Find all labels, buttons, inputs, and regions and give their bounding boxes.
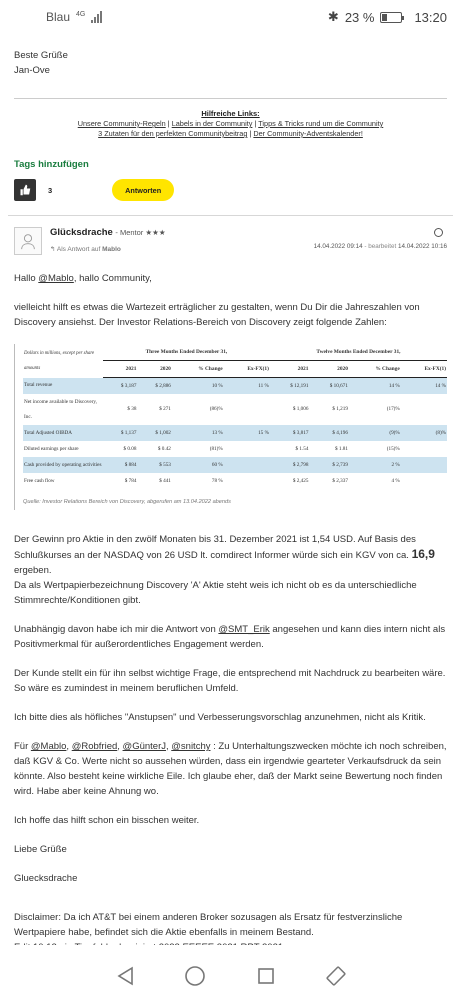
table-cell: 10 % [172, 378, 224, 395]
table-cell: $ 2,739 [309, 457, 349, 473]
for-text: Für [14, 741, 31, 752]
table-cell: 60 % [172, 457, 224, 473]
thumbs-up-icon [19, 184, 31, 196]
table-cell: 4 % [391, 477, 400, 484]
previous-post [8, 34, 453, 145]
table-cell: $ 2,798 [270, 457, 310, 473]
table-cell: $ 1,002 [137, 425, 171, 441]
table-row [23, 457, 447, 473]
table-cell: $ 1.54 [295, 445, 309, 452]
prev-greeting: Beste Grüße [14, 50, 68, 61]
in-reply-author[interactable]: Mablo [102, 246, 121, 253]
table-caption: Quelle: Investor Relations Bereich von Discovery, abgerufen am 13.04.2022 abends [23, 499, 231, 505]
bluetooth-icon: ✱ [327, 9, 339, 24]
in-reply-to [50, 245, 166, 253]
mention-mablo-2[interactable]: @Mablo [30, 741, 67, 752]
prev-tags-add[interactable]: Tags hinzufügen [14, 159, 89, 170]
table-cell [224, 457, 270, 473]
table-row-label: Total Adjusted OIBDA [23, 425, 103, 441]
status-bar [0, 0, 461, 34]
network-type: 4G [76, 10, 86, 18]
table-cell [224, 473, 270, 489]
eps-text-end: ergeben. [14, 565, 52, 576]
table-col-header: Ex-FX(1) [224, 361, 270, 378]
table-cell: $ 3,817 [270, 425, 310, 441]
table-cell: $ 4,196 [309, 425, 349, 441]
greeting-text: Hallo [14, 273, 39, 284]
table-row-label: Diluted earnings per share [24, 445, 79, 452]
table-cell: $ 784 [124, 477, 137, 484]
mention-guenterj[interactable]: @GünterJ [122, 741, 166, 752]
table-cell: $ 884 [103, 457, 137, 473]
independent-text-end: angesehen und kann dies intern nicht als Positivmerkmal für außerordentliches Engagement werden. [14, 624, 446, 650]
table-cell: (9)% [349, 425, 401, 441]
link-labels[interactable]: Labels in der Community [171, 119, 253, 128]
table-row [23, 394, 447, 425]
table-cell: $ 10,671 [309, 378, 349, 395]
table-cell: $ 1.81 [334, 445, 348, 452]
author-name[interactable]: Glücksdrache [50, 227, 113, 238]
edited-date: 14.04.2022 10:16 [397, 243, 447, 250]
table-cell: $ 2,337 [332, 477, 348, 484]
table-row [23, 473, 447, 489]
table-col-header: 2021 [103, 361, 137, 378]
post-header [8, 216, 453, 255]
mention-robfried[interactable]: @Robfried [71, 741, 118, 752]
link-tips-tricks[interactable]: Tipps & Tricks rund um die Community [258, 119, 384, 128]
android-nav-bar [0, 945, 461, 1007]
table-col-header: % Change [349, 361, 401, 378]
entertainment-text: : Zu Unterhaltungszwecken möchte ich noch schreiben, daß KGV & Co. Werte nicht so aussehen würden, dass ein irgendwie gearteter Verkaufsdruck da sein könnte. Also besteht keine wirkliche Eile. Ich glaube eher, daß der Markt seine Bewertung noch finden wird. Habe aber keine Ahnung wo. [14, 741, 447, 797]
hope-paragraph: Ich hoffe das hilft schon ein bisschen weiter. [14, 815, 200, 826]
table-group-three-months: Three Months Ended December 31, [103, 344, 270, 361]
helpful-links-title: Hilfreiche Links: [201, 109, 260, 118]
table-cell [401, 457, 447, 473]
reply-arrow-icon: ↰ [50, 246, 56, 253]
table-cell: $ 1,219 [332, 406, 348, 412]
prev-post-actions [8, 179, 453, 201]
customer-paragraph: Der Kunde stellt ein für ihn selbst wichtige Frage, die entsprechend mit Nachdruck zu bearbeiten wäre. So wäre es zumindest in meinem beruflichen Umfeld. [14, 668, 446, 694]
table-cell: $ 1,137 [103, 425, 137, 441]
mention-sep: , [66, 741, 72, 752]
table-row-label: Total revenue [23, 378, 103, 395]
table-row-label: Net income available to Discovery, Inc. [24, 398, 97, 420]
table-row-label: Free cash flow [24, 477, 55, 484]
mention-sep: , [117, 741, 123, 752]
post-body [8, 271, 453, 955]
table-cell: $ 1,006 [292, 406, 309, 412]
table-cell: $ 0.08 [123, 445, 137, 452]
table-col-header: Ex-FX(1) [401, 361, 447, 378]
table-cell [224, 441, 270, 457]
home-nav-icon[interactable] [184, 965, 206, 987]
table-cell: $ 2,425 [292, 477, 309, 484]
in-reply-prefix: Als Antwort auf [56, 246, 101, 253]
rotate-screen-icon[interactable] [325, 965, 347, 987]
clock: 13:20 [414, 9, 447, 25]
carrier-name: Blau [46, 10, 71, 24]
share-class-text: Da als Wertpapierbezeichnung Discovery 'A' Aktie steht weis ich nicht ob es da unterschiedliche Stimmrechte/Konditionen gibt. [14, 580, 417, 606]
eps-text: Der Gewinn pro Aktie in den zwölf Monaten bis 31. Dezember 2021 ist 1,54 USD. Auf Basis des Schlußkurses an der NASDAQ von 26 USD lt. comdirect Informer würde sich ein KGV von ca. [14, 534, 416, 561]
prev-like-count: 3 [48, 185, 53, 195]
table-cell: 15 % [224, 425, 270, 441]
independent-text: Unabhängig davon habe ich mir die Antwort von [14, 624, 219, 635]
table-cell: 13 % [172, 425, 224, 441]
table-cell: $ 553 [137, 457, 171, 473]
avatar[interactable] [14, 227, 42, 255]
prev-reply-button[interactable]: Antworten [112, 179, 174, 201]
user-avatar-icon [19, 232, 37, 250]
table-col-header: 2021 [270, 361, 310, 378]
table-row-label: Cash provided by operating activities [23, 457, 103, 473]
closing-signature: Gluecksdrache [14, 873, 78, 884]
table-row [23, 378, 447, 395]
table-cell [401, 394, 447, 425]
table-cell: 11 % [224, 378, 270, 395]
greeting-rest: , hallo Community, [73, 273, 152, 284]
link-advent-calendar[interactable]: Der Community-Adventskalender! [253, 129, 363, 138]
table-cell: (17)% [386, 406, 400, 412]
table-cell: 14 % [401, 378, 447, 395]
prev-like-button[interactable] [14, 179, 36, 201]
post-dates [314, 243, 447, 250]
table-cell: $ 0.42 [157, 445, 171, 452]
kgv-value: 16,9 [411, 547, 435, 561]
table-cell: (81)% [209, 445, 223, 452]
table-corner: Dollars in millions, except per share amounts [24, 350, 95, 371]
financial-table [23, 344, 447, 489]
table-col-header: 2020 [309, 361, 349, 378]
table-cell: $ 3,187 [103, 378, 137, 395]
table-col-header: % Change [172, 361, 224, 378]
table-cell: 78 % [211, 477, 223, 484]
post-options-icon[interactable] [434, 228, 443, 237]
post-date: 14.04.2022 09:14 [313, 243, 363, 250]
table-cell [224, 394, 270, 425]
table-cell [401, 473, 447, 489]
table-cell: 14 % [349, 378, 401, 395]
request-paragraph: Ich bitte dies als höfliches "Anstupsen" und Verbesserungsvorschlag anzunehmen, nicht als Kritik. [14, 712, 426, 723]
table-group-twelve-months: Twelve Months Ended December 31, [270, 344, 447, 361]
helpful-links: Hilfreiche Links: Unsere Community-Regeln | Labels in der Community | Tipps & Tricks rund um die Community 3 Zutaten für den perfekten Communitybeitrag | Der Community-Adventskalender! [14, 98, 447, 139]
battery-percent: 23 % [344, 9, 375, 25]
table-cell: $ 271 [159, 406, 171, 412]
battery-icon [380, 12, 402, 23]
table-row [23, 425, 447, 441]
link-community-rules[interactable]: Unsere Community-Regeln [77, 119, 166, 128]
disclaimer-text: Disclaimer: Da ich AT&T bei einem anderen Broker sozusagen als Ersatz für festverzinsliche Wertpapiere habe, befindet sich die Aktie ebenfalls in meinem Bestand. [14, 912, 403, 938]
table-cell: $ 2,886 [137, 378, 171, 395]
intro-paragraph: vielleicht hilft es etwas die Wartezeit erträglicher zu gestalten, wenn Du Dir die Jahreszahlen von Discovery ansiehst. Der Investor Relations-Bereich von Discovery zeigt folgende Zahlen: [14, 302, 420, 328]
table-cell: (8)% [401, 425, 447, 441]
table-cell: (15)% [386, 445, 400, 452]
edited-label: - bearbeitet [364, 243, 397, 250]
financial-table-image [14, 344, 447, 510]
page-content [8, 34, 453, 945]
closing-greeting: Liebe Grüße [14, 844, 67, 855]
mention-sep: , [165, 741, 172, 752]
back-nav-icon[interactable] [114, 965, 136, 987]
table-col-header: 2020 [137, 361, 171, 378]
table-cell: $ 38 [127, 406, 137, 412]
signal-icon [91, 11, 102, 23]
table-cell: 2 % [349, 457, 401, 473]
table-row [23, 441, 447, 457]
author-role: - Mentor ★★★ [115, 228, 166, 237]
table-cell: $ 12,191 [270, 378, 310, 395]
mention-snitchy[interactable]: @snitchy [171, 741, 211, 752]
table-cell: (86)% [209, 406, 223, 412]
prev-signature: Jan-Ove [14, 65, 50, 76]
link-ingredients[interactable]: 3 Zutaten für den perfekten Communitybeitrag [98, 129, 248, 138]
recents-nav-icon[interactable] [255, 965, 277, 987]
mention-mablo[interactable]: @Mablo [38, 273, 74, 284]
mention-smt-erik[interactable]: @SMT_Erik [218, 624, 270, 635]
table-cell [401, 441, 447, 457]
table-cell: $ 441 [159, 477, 171, 484]
